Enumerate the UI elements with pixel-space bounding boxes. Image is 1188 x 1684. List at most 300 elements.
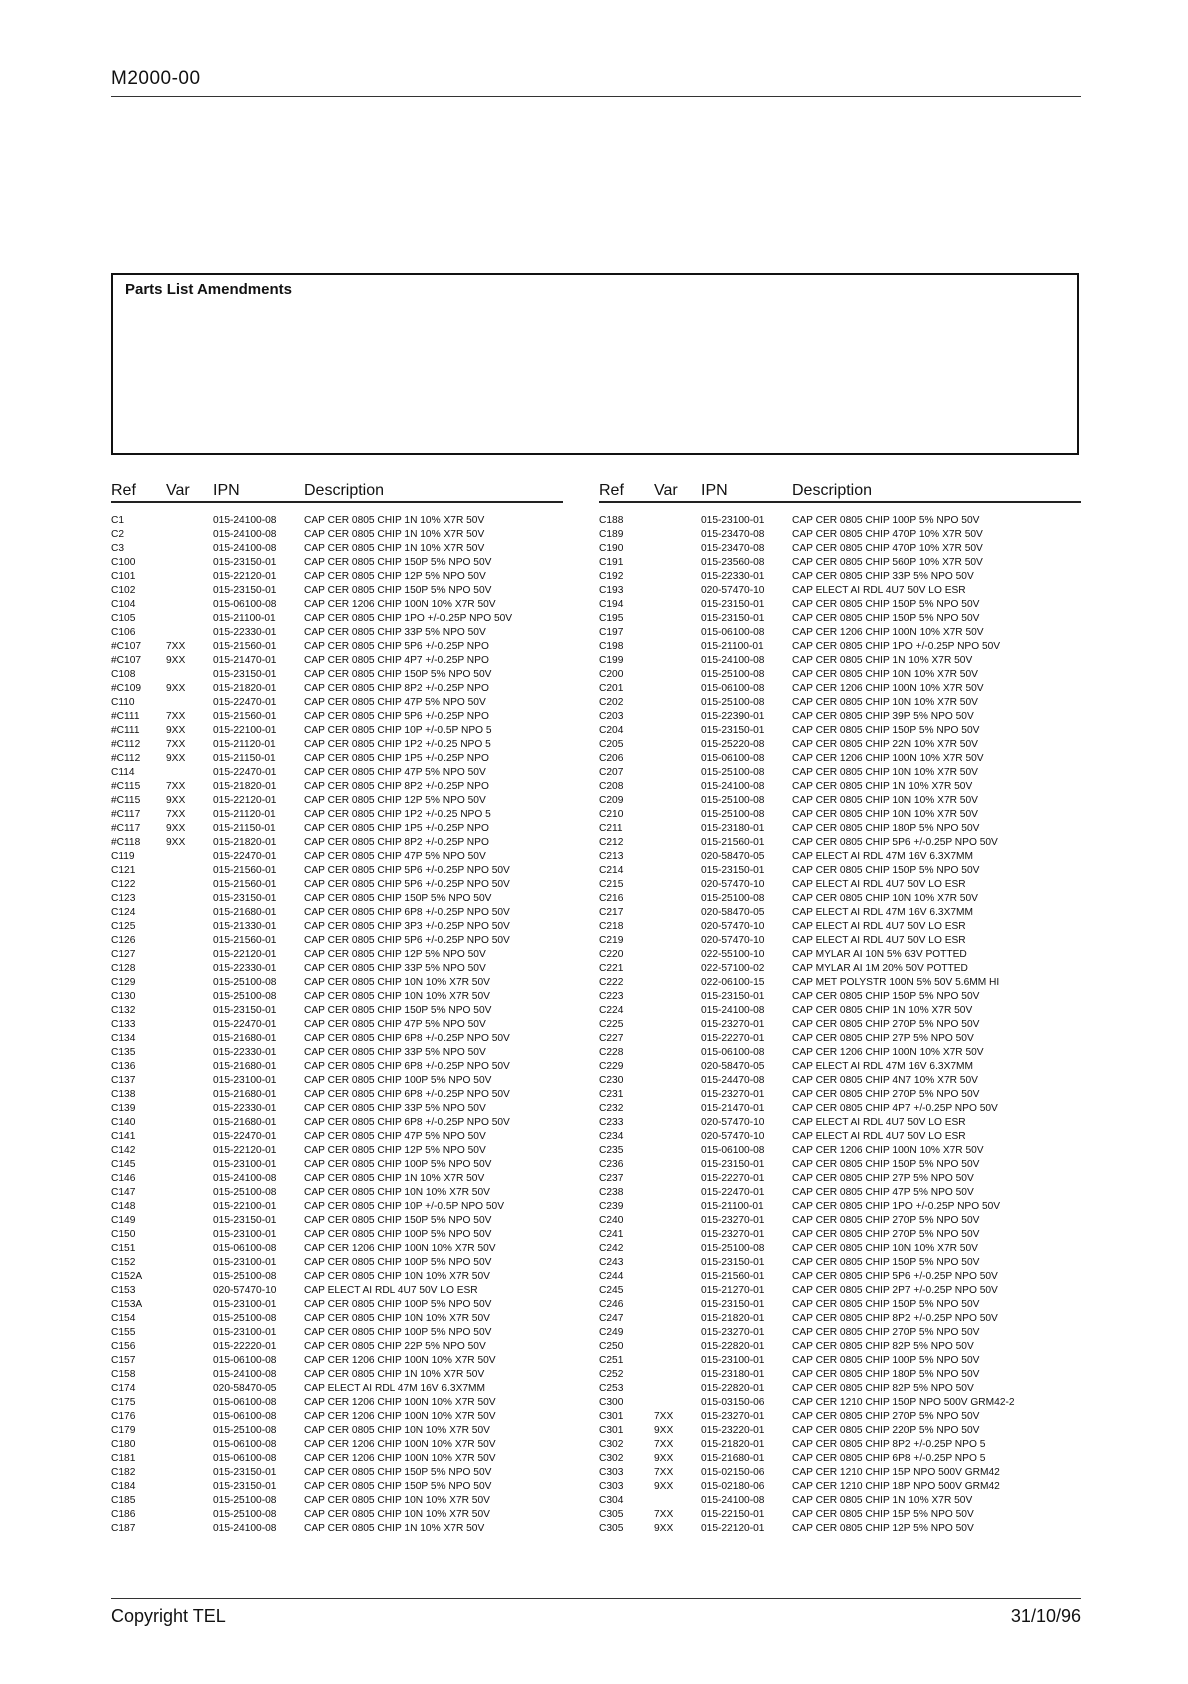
table-row [111,1312,563,1326]
col-ipn: IPN [701,482,728,499]
table-row [111,780,563,794]
part-ipn: 015-25100-08 [213,991,277,1002]
part-description: CAP CER 0805 CHIP 10N 10% X7R 50V [792,893,978,904]
table-row [599,1018,1051,1032]
part-ref: C236 [599,1159,624,1170]
table-row [599,850,1051,864]
part-description: CAP CER 1210 CHIP 15P NPO 500V GRM42 [792,1467,1000,1478]
part-ref: C127 [111,949,136,960]
part-description: CAP CER 0805 CHIP 33P 5% NPO 50V [792,571,974,582]
part-ipn: 015-23270-01 [701,1229,765,1240]
table-row [111,836,563,850]
part-description: CAP CER 0805 CHIP 270P 5% NPO 50V [792,1089,980,1100]
table-row [111,1060,563,1074]
parts-rows [111,514,563,1536]
part-ref: C148 [111,1201,136,1212]
part-description: CAP CER 0805 CHIP 1PO +/-0.25P NPO 50V [792,1201,1001,1212]
table-row [599,1326,1051,1340]
table-row [599,1074,1051,1088]
part-ipn: 020-57470-10 [701,935,765,946]
part-ipn: 015-23150-01 [213,1005,277,1016]
table-row [599,1088,1051,1102]
part-description: CAP CER 1206 CHIP 100N 10% X7R 50V [792,683,984,694]
part-ref: C219 [599,935,624,946]
part-ipn: 015-23100-01 [213,1229,277,1240]
part-ref: C192 [599,571,624,582]
part-ipn: 015-23150-01 [701,613,765,624]
part-ref: C210 [599,809,624,820]
table-row [111,570,563,584]
part-ipn: 015-22470-01 [213,1131,277,1142]
table-row [111,1032,563,1046]
table-row [111,1508,563,1522]
part-ref: C217 [599,907,624,918]
part-description: CAP CER 0805 CHIP 10N 10% X7R 50V [304,1313,490,1324]
part-var: 9XX [654,1481,674,1492]
part-ipn: 015-24100-08 [213,529,277,540]
table-row [599,1130,1051,1144]
part-ipn: 015-02150-06 [701,1467,765,1478]
table-row [599,542,1051,556]
part-ref: C207 [599,767,624,778]
table-row [111,920,563,934]
table-row [111,1480,563,1494]
table-row [111,514,563,528]
part-description: CAP CER 0805 CHIP 6P8 +/-0.25P NPO 50V [304,1117,510,1128]
part-ref: C203 [599,711,624,722]
part-ipn: 015-25100-08 [701,697,765,708]
table-row [599,1102,1051,1116]
part-ref: C128 [111,963,136,974]
part-ref: C134 [111,1033,136,1044]
part-ref: C152 [111,1257,136,1268]
part-description: CAP CER 0805 CHIP 5P6 +/-0.25P NPO [304,641,489,652]
part-ref: C181 [111,1453,136,1464]
part-ref: C235 [599,1145,624,1156]
part-ipn: 015-22120-01 [213,795,277,806]
part-ipn: 015-22470-01 [213,851,277,862]
table-row [111,1452,563,1466]
table-row [599,808,1051,822]
part-description: CAP CER 0805 CHIP 10P +/-0.5P NPO 5 [304,725,492,736]
part-ref: C138 [111,1089,136,1100]
part-description: CAP CER 1206 CHIP 100N 10% X7R 50V [304,599,496,610]
part-description: CAP CER 0805 CHIP 1N 10% X7R 50V [304,1523,485,1534]
part-description: CAP CER 0805 CHIP 1N 10% X7R 50V [304,543,485,554]
part-ref: C202 [599,697,624,708]
part-description: CAP CER 0805 CHIP 8P2 +/-0.25P NPO [304,683,489,694]
part-description: CAP CER 0805 CHIP 150P 5% NPO 50V [304,1005,492,1016]
part-ref: C142 [111,1145,136,1156]
part-ref: C301 [599,1411,624,1422]
table-row [111,738,563,752]
part-ref: C175 [111,1397,136,1408]
part-ref: C139 [111,1103,136,1114]
part-ref: C155 [111,1327,136,1338]
part-ipn: 015-25100-08 [213,977,277,988]
col-description: Description [304,482,385,499]
part-description: CAP CER 0805 CHIP 100P 5% NPO 50V [304,1299,492,1310]
table-row [111,1186,563,1200]
part-ref: C230 [599,1075,624,1086]
part-description: CAP CER 0805 CHIP 6P8 +/-0.25P NPO 50V [304,1089,510,1100]
part-ipn: 015-23150-01 [701,1257,765,1268]
part-description: CAP CER 0805 CHIP 100P 5% NPO 50V [792,1355,980,1366]
part-description: CAP CER 0805 CHIP 270P 5% NPO 50V [792,1327,980,1338]
part-ipn: 015-22100-01 [213,1201,277,1212]
part-description: CAP CER 0805 CHIP 150P 5% NPO 50V [792,613,980,624]
part-description: CAP CER 0805 CHIP 10N 10% X7R 50V [304,1271,490,1282]
part-description: CAP CER 0805 CHIP 560P 10% X7R 50V [792,557,983,568]
part-ipn: 020-58470-05 [213,1383,277,1394]
part-ipn: 015-21820-01 [701,1439,765,1450]
part-ipn: 015-21120-01 [213,739,276,750]
table-row [111,1284,563,1298]
part-ref: C224 [599,1005,624,1016]
part-ipn: 015-23100-01 [701,515,765,526]
table-row [599,1438,1051,1452]
part-ref: C216 [599,893,624,904]
part-ref: C204 [599,725,624,736]
table-row [599,878,1051,892]
part-ipn: 015-21150-01 [213,753,276,764]
table-row [599,1116,1051,1130]
part-ref: C240 [599,1215,624,1226]
table-row [111,1200,563,1214]
part-ref: #C115 [111,781,141,792]
table-row [599,962,1051,976]
part-description: CAP CER 0805 CHIP 6P8 +/-0.25P NPO 50V [304,907,510,918]
table-row [599,724,1051,738]
part-ref: C228 [599,1047,624,1058]
part-ipn: 020-58470-05 [701,1061,765,1072]
parts-table-left [111,482,563,1536]
part-ipn: 015-23270-01 [701,1019,765,1030]
table-row [599,1186,1051,1200]
part-ref: C149 [111,1215,136,1226]
table-row [599,598,1051,612]
part-ref: C234 [599,1131,624,1142]
part-ipn: 015-25100-08 [701,893,765,904]
part-ipn: 015-22150-01 [701,1509,765,1520]
table-row [599,892,1051,906]
table-row [599,1004,1051,1018]
part-ref: C157 [111,1355,136,1366]
part-ref: C2 [111,529,125,540]
part-ipn: 015-23470-08 [701,529,765,540]
col-description: Description [792,482,873,499]
part-ipn: 022-57100-02 [701,963,765,974]
part-ref: C241 [599,1229,624,1240]
part-ipn: 015-24100-08 [213,1173,277,1184]
part-description: CAP CER 0805 CHIP 6P8 +/-0.25P NPO 50V [304,1061,510,1072]
part-ipn: 015-23150-01 [701,1159,765,1170]
part-ipn: 015-22330-01 [701,571,765,582]
part-ipn: 015-23150-01 [213,893,277,904]
part-description: CAP ELECT AI RDL 47M 16V 6.3X7MM [792,907,974,918]
table-row [599,654,1051,668]
part-ipn: 015-23150-01 [701,725,765,736]
part-ipn: 015-22270-01 [701,1173,765,1184]
part-var: 7XX [166,809,186,820]
part-ipn: 015-06100-08 [213,1243,277,1254]
part-description: CAP CER 0805 CHIP 1P5 +/-0.25P NPO [304,823,489,834]
part-ipn: 015-21820-01 [701,1313,765,1324]
part-ref: C246 [599,1299,624,1310]
table-row [599,1410,1051,1424]
part-ref: #C112 [111,753,141,764]
part-ref: C104 [111,599,136,610]
part-ref: C305 [599,1509,624,1520]
part-description: CAP CER 0805 CHIP 47P 5% NPO 50V [792,1187,974,1198]
table-row [599,696,1051,710]
part-description: CAP CER 0805 CHIP 4N7 10% X7R 50V [792,1075,978,1086]
table-row [599,1494,1051,1508]
part-description: CAP CER 0805 CHIP 10P +/-0.5P NPO 50V [304,1201,504,1212]
part-description: CAP CER 0805 CHIP 470P 10% X7R 50V [792,529,983,540]
part-ipn: 015-24100-08 [213,1523,277,1534]
part-description: CAP ELECT AI RDL 4U7 50V LO ESR [304,1285,478,1296]
part-ref: C237 [599,1173,624,1184]
part-ref: C187 [111,1523,136,1534]
part-ipn: 015-22470-01 [213,697,277,708]
table-row [599,556,1051,570]
col-var: Var [654,482,678,499]
part-ipn: 015-25220-08 [701,739,765,750]
table-row [111,990,563,1004]
part-var: 7XX [166,711,186,722]
part-description: CAP CER 0805 CHIP 100P 5% NPO 50V [304,1327,492,1338]
part-description: CAP CER 0805 CHIP 150P 5% NPO 50V [304,893,492,904]
part-var: 9XX [166,683,186,694]
part-ipn: 015-22120-01 [213,1145,277,1156]
part-ref: C220 [599,949,624,960]
part-ipn: 015-21330-01 [213,921,277,932]
part-ipn: 015-21120-01 [213,809,276,820]
part-ipn: 015-21680-01 [213,1117,277,1128]
part-ref: C141 [111,1131,136,1142]
part-ref: C302 [599,1439,624,1450]
part-description: CAP CER 0805 CHIP 6P8 +/-0.25P NPO 50V [304,1033,510,1044]
part-var: 7XX [654,1439,674,1450]
part-description: CAP CER 0805 CHIP 150P 5% NPO 50V [304,1215,492,1226]
part-ipn: 015-23150-01 [213,1481,277,1492]
table-row [111,1074,563,1088]
table-row [111,682,563,696]
part-ref: C303 [599,1467,624,1478]
part-ipn: 015-25100-08 [701,767,765,778]
part-description: CAP CER 0805 CHIP 470P 10% X7R 50V [792,543,983,554]
table-row [599,822,1051,836]
part-ipn: 015-22120-01 [213,949,277,960]
table-row [111,948,563,962]
table-row [599,584,1051,598]
part-description: CAP CER 0805 CHIP 82P 5% NPO 50V [792,1383,974,1394]
part-description: CAP CER 0805 CHIP 10N 10% X7R 50V [304,1495,490,1506]
part-ref: C123 [111,893,136,904]
part-ipn: 015-23100-01 [213,1327,277,1338]
part-ref: C3 [111,543,125,554]
part-description: CAP CER 0805 CHIP 47P 5% NPO 50V [304,1019,486,1030]
part-ref: C243 [599,1257,624,1268]
part-ref: C249 [599,1327,624,1338]
part-ref: C105 [111,613,136,624]
table-row [111,710,563,724]
table-row [111,1410,563,1424]
part-description: CAP CER 0805 CHIP 1N 10% X7R 50V [304,1369,485,1380]
part-description: CAP CER 0805 CHIP 12P 5% NPO 50V [304,949,486,960]
part-ref: #C111 [111,711,140,722]
part-description: CAP CER 0805 CHIP 47P 5% NPO 50V [304,767,486,778]
part-ref: C303 [599,1481,624,1492]
part-description: CAP CER 0805 CHIP 1N 10% X7R 50V [792,1495,973,1506]
part-ref: C242 [599,1243,624,1254]
part-description: CAP CER 0805 CHIP 10N 10% X7R 50V [304,1187,490,1198]
part-ipn: 015-24100-08 [213,515,277,526]
table-row [599,1270,1051,1284]
part-var: 9XX [654,1453,674,1464]
part-ref: C227 [599,1033,624,1044]
table-row [111,976,563,990]
part-ref: #C117 [111,809,141,820]
part-ipn: 015-06100-08 [213,599,277,610]
table-row [599,1354,1051,1368]
part-ref: C199 [599,655,624,666]
part-ipn: 015-25100-08 [213,1187,277,1198]
part-description: CAP CER 0805 CHIP 39P 5% NPO 50V [792,711,974,722]
table-row [111,878,563,892]
part-description: CAP CER 0805 CHIP 10N 10% X7R 50V [304,977,490,988]
part-ref: C212 [599,837,624,848]
part-ref: C1 [111,515,125,526]
part-ref: C245 [599,1285,624,1296]
part-var: 7XX [654,1509,674,1520]
part-ref: C214 [599,865,624,876]
header-rule [111,96,1081,97]
part-ipn: 015-23150-01 [213,585,277,596]
table-row [599,1032,1051,1046]
part-description: CAP CER 0805 CHIP 150P 5% NPO 50V [792,1299,980,1310]
part-ipn: 015-23100-01 [701,1355,765,1366]
part-ref: C129 [111,977,136,988]
table-row [599,1256,1051,1270]
part-description: CAP CER 0805 CHIP 100P 5% NPO 50V [304,1229,492,1240]
part-ref: C201 [599,683,624,694]
table-row [111,1004,563,1018]
table-row [111,1438,563,1452]
part-description: CAP CER 0805 CHIP 33P 5% NPO 50V [304,627,486,638]
table-row [111,542,563,556]
table-row [111,1466,563,1480]
part-description: CAP CER 0805 CHIP 150P 5% NPO 50V [304,557,492,568]
part-ref: C304 [599,1495,624,1506]
part-ipn: 015-06100-08 [701,1047,765,1058]
table-row [599,570,1051,584]
table-row [599,1396,1051,1410]
table-row [599,794,1051,808]
part-ipn: 015-03150-06 [701,1397,765,1408]
copyright: Copyright TEL [111,1606,226,1626]
table-row [599,1466,1051,1480]
table-row [599,920,1051,934]
part-ipn: 015-21560-01 [213,879,277,890]
part-description: CAP CER 0805 CHIP 180P 5% NPO 50V [792,1369,980,1380]
part-description: CAP CER 0805 CHIP 10N 10% X7R 50V [792,669,978,680]
col-ipn: IPN [213,482,240,499]
table-row [111,962,563,976]
document-id: M2000-00 [111,68,201,89]
part-ref: C229 [599,1061,624,1072]
part-ipn: 020-57470-10 [213,1285,277,1296]
table-row [599,1368,1051,1382]
table-row [111,1354,563,1368]
table-row [599,738,1051,752]
part-ref: C194 [599,599,624,610]
part-ipn: 015-21560-01 [213,711,277,722]
table-row [111,1102,563,1116]
table-row [599,1200,1051,1214]
table-row [111,724,563,738]
part-ipn: 015-25100-08 [701,669,765,680]
part-description: CAP CER 0805 CHIP 1N 10% X7R 50V [792,781,973,792]
part-ref: C233 [599,1117,624,1128]
part-ref: C205 [599,739,624,750]
part-ipn: 020-57470-10 [701,585,765,596]
part-ipn: 015-21820-01 [213,781,277,792]
part-ref: #C117 [111,823,141,834]
table-row [599,934,1051,948]
table-row [599,948,1051,962]
part-ref: C238 [599,1187,624,1198]
part-description: CAP CER 0805 CHIP 2P7 +/-0.25P NPO 50V [792,1285,998,1296]
part-ref: C250 [599,1341,624,1352]
part-description: CAP CER 0805 CHIP 1N 10% X7R 50V [792,655,973,666]
part-ref: C174 [111,1383,136,1394]
table-row [599,1214,1051,1228]
part-var: 9XX [166,795,186,806]
part-description: CAP CER 1206 CHIP 100N 10% X7R 50V [792,1047,984,1058]
part-ref: C136 [111,1061,136,1072]
part-ref: C213 [599,851,624,862]
part-ipn: 015-06100-08 [701,683,765,694]
part-ipn: 022-06100-15 [701,977,765,988]
part-description: CAP CER 0805 CHIP 100P 5% NPO 50V [304,1075,492,1086]
part-ref: #C107 [111,655,142,666]
part-ref: C190 [599,543,624,554]
part-ipn: 015-22330-01 [213,627,277,638]
part-description: CAP CER 0805 CHIP 4P7 +/-0.25P NPO [304,655,489,666]
part-ref: C222 [599,977,624,988]
table-row [111,1130,563,1144]
table-header [599,482,1051,502]
table-row [599,864,1051,878]
part-ipn: 022-55100-10 [701,949,765,960]
table-row [599,780,1051,794]
part-ipn: 015-21820-01 [213,683,277,694]
part-description: CAP CER 0805 CHIP 33P 5% NPO 50V [304,1047,486,1058]
part-description: CAP CER 0805 CHIP 10N 10% X7R 50V [304,1425,490,1436]
table-row [111,1396,563,1410]
part-ipn: 015-21820-01 [213,837,277,848]
part-description: CAP CER 1206 CHIP 100N 10% X7R 50V [304,1411,496,1422]
table-row [111,1368,563,1382]
table-row [111,640,563,654]
part-description: CAP CER 0805 CHIP 1N 10% X7R 50V [304,529,485,540]
part-ref: C108 [111,669,136,680]
table-row [599,1480,1051,1494]
table-row [599,626,1051,640]
part-description: CAP CER 0805 CHIP 33P 5% NPO 50V [304,1103,486,1114]
